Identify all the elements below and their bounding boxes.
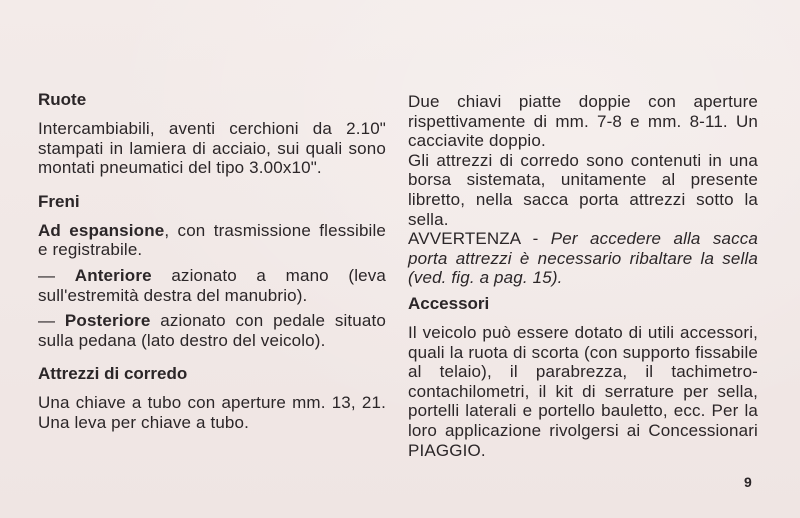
anteriore-label: Anteriore (74, 265, 152, 285)
accessori-paragraph: Il veicolo può essere dotato di utili accessori, quali la ruota di scorta (con supporto fissabile al telaio), il parabrezza, il tachimetro-contachilometri, il kit di serrature per sella, portelli laterali e portello bauletto, ecc. Per la loro applicazione rivolgersi ai Concessionari PIAGGIO. (408, 322, 758, 460)
section-title-attrezzi: Attrezzi di corredo (38, 364, 188, 384)
posteriore-text: azionato con pedale situato sulla pedana (lato destro del veicolo). (38, 311, 386, 350)
section-title-freni: Freni (38, 191, 80, 211)
page-number: 9 (744, 474, 752, 490)
section-title-accessori: Accessori (408, 293, 490, 313)
freni-paragraph (38, 221, 386, 260)
anteriore-text: azionato a mano (leva sull'estremità destra del manubrio). (38, 265, 386, 305)
chiavi-paragraph: Due chiavi piatte doppie con aperture rispettivamente di mm. 7-8 e mm. 8-11. Un cacciavite doppio. (408, 92, 758, 151)
left-column (38, 90, 386, 433)
anteriore-paragraph (38, 266, 386, 305)
posteriore-dash: — (38, 311, 65, 331)
section-title-ruote: Ruote (38, 90, 87, 109)
right-column (408, 92, 758, 460)
freni-lead: Ad espansione (38, 220, 165, 240)
posteriore-paragraph (38, 311, 386, 350)
posteriore-label: Posteriore (64, 311, 151, 331)
attrezzi-paragraph: Una chiave a tubo con aperture mm. 13, 21. Una leva per chiave a tubo. (38, 393, 386, 432)
avvertenza-paragraph (408, 229, 758, 288)
ruote-paragraph: Intercambiabili, aventi cerchioni da 2.10" stampati in lamiera di acciaio, sui quali sono montati pneumatici del tipo 3.00x10". (38, 119, 386, 178)
avvertenza-label: AVVERTENZA - (408, 229, 551, 249)
anteriore-dash: — (38, 265, 75, 285)
borsa-paragraph: Gli attrezzi di corredo sono contenuti in una borsa sistemata, unitamente al presente libretto, nella sacca porta attrezzi sotto la sella. (408, 150, 758, 229)
avvertenza-text: Per accedere alla sacca porta attrezzi è necessario ribaltare la sella (ved. fig. a pag. 15). (408, 229, 758, 288)
freni-text: , con trasmissione flessibile e registrabile. (38, 220, 387, 260)
